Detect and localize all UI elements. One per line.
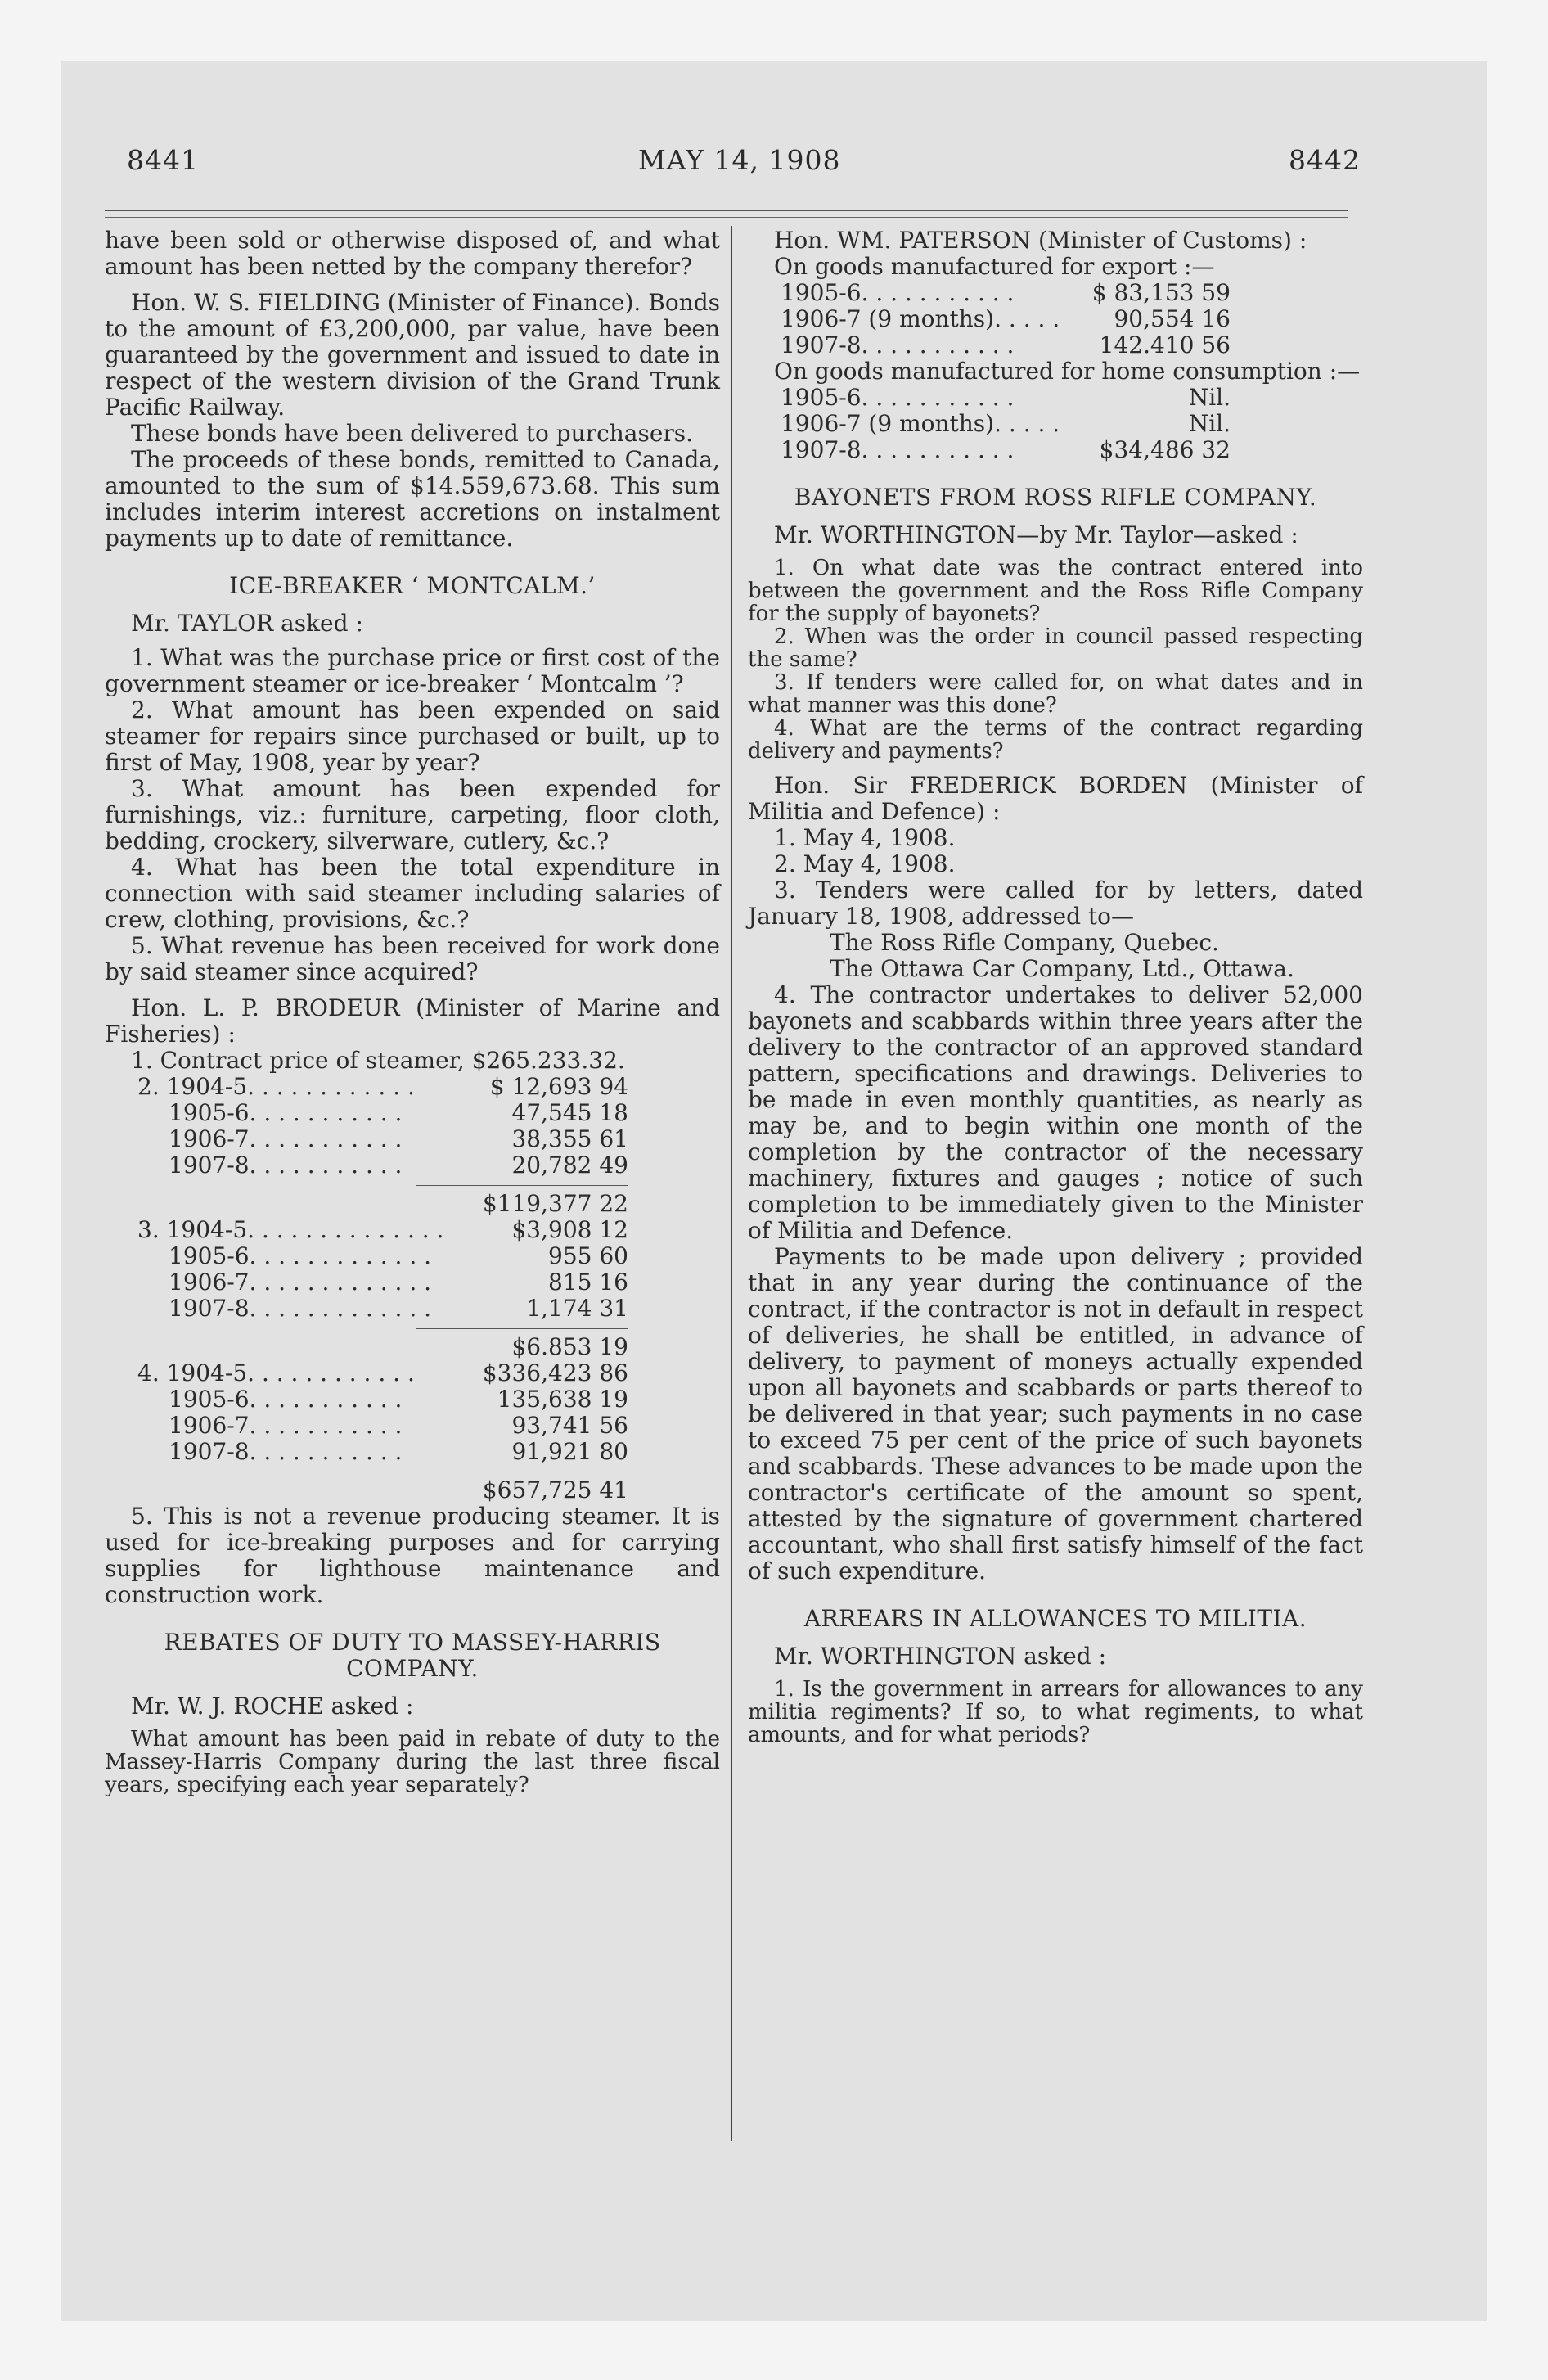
year-label: 1905-6. . . . . . . . . . . — [781, 279, 1015, 306]
address-line: The Ross Rifle Company, Quebec. — [830, 929, 1219, 956]
year-label: 1905-6. . . . . . . . . . . — [781, 384, 1015, 411]
answer-line: 2. May 4, 1908. — [774, 850, 956, 877]
table-row — [105, 1296, 720, 1322]
amount: 93,741 56 — [511, 1412, 628, 1439]
paragraph: On goods manufactured for export :— — [774, 253, 1215, 280]
amount: 955 60 — [548, 1242, 628, 1269]
table-row — [105, 1439, 720, 1465]
year-label: 1907-8. . . . . . . . . . . — [781, 331, 1015, 358]
amount: Nil. — [1188, 410, 1231, 437]
table-row — [105, 1243, 720, 1269]
question: 4. What are the terms of the contract regarding delivery and payments? — [748, 716, 1363, 764]
year-label: 1905-6. . . . . . . . . . . — [169, 1386, 403, 1413]
total-row — [105, 1191, 720, 1217]
minister-answer: Hon. Sir FREDERICK BORDEN (Minister of Militia and Defence) : — [748, 772, 1363, 825]
table-row — [748, 437, 1363, 463]
minister-answer: Hon. W. S. FIELDING (Minister of Finance). Bonds to the amount of £3,200,000, par value, have been guaranteed by the government and issued to date in respect of the western division of the Grand Trunk Pacific Railway. — [105, 289, 720, 421]
year-label: 1905-6. . . . . . . . . . . . . — [169, 1242, 432, 1269]
table-row — [105, 1126, 720, 1152]
question: 1. What was the purchase price or first cost of the government steamer or ice-breaker ‘ Montcalm ’? — [105, 644, 720, 697]
table-row — [748, 280, 1363, 306]
question-asker: Mr. TAYLOR asked : — [131, 610, 363, 637]
year-label: 1907-8. . . . . . . . . . . — [169, 1152, 403, 1179]
question: What amount has been paid in rebate of duty to the Massey-Harris Company during the last three fiscal years, specifying each year separately? — [105, 1727, 720, 1797]
year-label: 2. 1904-5. . . . . . . . . . . . — [137, 1073, 415, 1100]
section-heading: BAYONETS FROM ROSS RIFLE COMPANY. — [794, 484, 1317, 511]
amount: 91,921 80 — [511, 1438, 628, 1465]
table-row — [748, 411, 1363, 437]
amount: 142.410 56 — [1099, 331, 1231, 358]
total-rule — [416, 1185, 628, 1186]
answer-line: 3. Tenders were called for by letters, dated January 18, 1908, addressed to— — [748, 877, 1363, 930]
paragraph: The proceeds of these bonds, remitted to Canada, amounted to the sum of $14.559,673.68. This sum includes interim interest accretions on instalment payments up to date of remittance. — [105, 446, 720, 552]
total-row — [105, 1334, 720, 1360]
answer-line: Payments to be made upon delivery ; provided that in any year during the continuance of the contract, if the contractor is not in default in respect of deliveries, he shall be entitled, in advance of delivery, to payment of moneys actually expended upon all bayonets and scabbards or parts thereof to be delivered in that year; such payments in no case to exceed 75 per cent of the price of such bayonets and scabbards. These advances to be made upon the contractor's certificate of the amount so spent, attested by the signature of government chartered accountant, who shall first satisfy himself of the fact of such expenditure. — [748, 1243, 1363, 1584]
amount: Nil. — [1188, 384, 1231, 411]
table-row — [748, 306, 1363, 332]
amount: $ 83,153 59 — [1091, 279, 1231, 306]
table-row — [105, 1152, 720, 1179]
amount: 135,638 19 — [497, 1386, 628, 1413]
paragraph: have been sold or otherwise disposed of, and what amount has been netted by the company therefor? — [105, 227, 720, 280]
page-date-header: MAY 14, 1908 — [638, 144, 841, 176]
table-row — [748, 332, 1363, 358]
paragraph: These bonds have been delivered to purchasers. — [131, 420, 694, 447]
amount: $34,486 32 — [1099, 436, 1231, 463]
question: 3. If tenders were called for, on what dates and in what manner was this done? — [748, 670, 1363, 718]
question: 1. Is the government in arrears for allowances to any militia regiments? If so, to what regiments, to what amounts, and for what periods? — [748, 1677, 1363, 1747]
table-row — [105, 1360, 720, 1386]
question-asker: Mr. WORTHINGTON asked : — [774, 1643, 1107, 1670]
minister-answer: Hon. L. P. BRODEUR (Minister of Marine and Fisheries) : — [105, 994, 720, 1048]
section-heading: ARREARS IN ALLOWANCES TO MILITIA. — [803, 1605, 1307, 1632]
expenditure-table-2 — [105, 1074, 720, 1217]
expenditure-table-4 — [105, 1360, 720, 1503]
amount: $ 12,693 94 — [489, 1073, 628, 1100]
export-table — [748, 280, 1363, 358]
question: 2. What amount has been expended on said steamer for repairs since purchased or built, up to first of May, 1908, year by year? — [105, 696, 720, 776]
section-heading: ICE-BREAKER ‘ MONTCALM.’ — [229, 572, 596, 599]
year-label: 3. 1904-5. . . . . . . . . . . . . . — [137, 1216, 444, 1243]
right-column — [748, 228, 1363, 1747]
section-heading: REBATES OF DUTY TO MASSEY-HARRIS COMPANY. — [164, 1629, 661, 1682]
left-page-number: 8441 — [127, 144, 199, 176]
answer-line: 1. May 4, 1908. — [774, 824, 956, 851]
year-label: 4. 1904-5. . . . . . . . . . . . — [137, 1359, 415, 1386]
question-asker: Mr. WORTHINGTON—by Mr. Taylor—asked : — [774, 521, 1298, 548]
left-column — [105, 228, 720, 1796]
table-row — [105, 1386, 720, 1413]
answer-line: 5. This is not a revenue producing steamer. It is used for ice-breaking purposes and for carrying supplies for lighthouse maintenance and construction work. — [105, 1503, 720, 1608]
answer-line: 1. Contract price of steamer, $265.233.32. — [131, 1047, 625, 1074]
column-divider — [731, 226, 732, 2141]
table-row — [105, 1413, 720, 1439]
home-table — [748, 385, 1363, 463]
year-label: 1906-7 (9 months). . . . . — [781, 305, 1060, 332]
year-label: 1907-8. . . . . . . . . . . — [169, 1438, 403, 1465]
amount: 815 16 — [548, 1269, 628, 1296]
year-label: 1907-8. . . . . . . . . . . . . — [169, 1295, 432, 1322]
table-row — [105, 1074, 720, 1100]
amount: 38,355 61 — [511, 1125, 628, 1152]
amount: 20,782 49 — [511, 1152, 628, 1179]
amount: $3,908 12 — [511, 1216, 628, 1243]
paragraph: On goods manufactured for home consumption :— — [774, 358, 1361, 385]
question: 3. What amount has been expended for furnishings, viz.: furniture, carpeting, floor cloth, bedding, crockery, silverware, cutlery, &c.? — [105, 775, 720, 854]
table-row — [105, 1100, 720, 1126]
question: 1. On what date was the contract entered into between the government and the Ross Rifle Company for the supply of bayonets? — [748, 556, 1363, 626]
header-rule — [105, 210, 1348, 211]
total-row — [105, 1477, 720, 1503]
amount: 47,545 18 — [511, 1099, 628, 1126]
year-label: 1906-7 (9 months). . . . . — [781, 410, 1060, 437]
year-label: 1906-7. . . . . . . . . . . — [169, 1125, 403, 1152]
table-row — [105, 1217, 720, 1243]
total-amount: $6.853 19 — [511, 1333, 628, 1360]
year-label: 1905-6. . . . . . . . . . . — [169, 1099, 403, 1126]
question: 4. What has been the total expenditure in connection with said steamer including salaries of crew, clothing, provisions, &c.? — [105, 854, 720, 933]
table-row — [748, 385, 1363, 411]
year-label: 1907-8. . . . . . . . . . . — [781, 436, 1015, 463]
address-line: The Ottawa Car Company, Ltd., Ottawa. — [830, 955, 1294, 982]
right-page-number: 8442 — [1289, 144, 1361, 176]
total-amount: $657,725 41 — [482, 1476, 628, 1503]
minister-answer: Hon. WM. PATERSON (Minister of Customs) : — [774, 227, 1307, 254]
question: 5. What revenue has been received for work done by said steamer since acquired? — [105, 932, 720, 985]
total-rule — [416, 1328, 628, 1329]
header-rule-thin — [105, 217, 1348, 218]
amount: 90,554 16 — [1114, 305, 1231, 332]
answer-line: 4. The contractor undertakes to deliver 52,000 bayonets and scabbards within three years after the delivery to the contractor of an approved standard pattern, specifications and drawings. Deliveries to be made in even monthly quantities, as nearly as may be, and to begin within one month of the completion by the contractor of the necessary machinery, fixtures and gauges ; notice of such completion to be immediately given to the Minister of Militia and Defence. — [748, 981, 1363, 1244]
year-label: 1906-7. . . . . . . . . . . . . — [169, 1269, 432, 1296]
question: 2. When was the order in council passed respecting the same? — [748, 624, 1363, 672]
table-row — [105, 1269, 720, 1296]
year-label: 1906-7. . . . . . . . . . . — [169, 1412, 403, 1439]
amount: $336,423 86 — [482, 1359, 628, 1386]
expenditure-table-3 — [105, 1217, 720, 1360]
total-amount: $119,377 22 — [482, 1190, 628, 1217]
amount: 1,174 31 — [526, 1295, 628, 1322]
question-asker: Mr. W. J. ROCHE asked : — [131, 1693, 414, 1720]
